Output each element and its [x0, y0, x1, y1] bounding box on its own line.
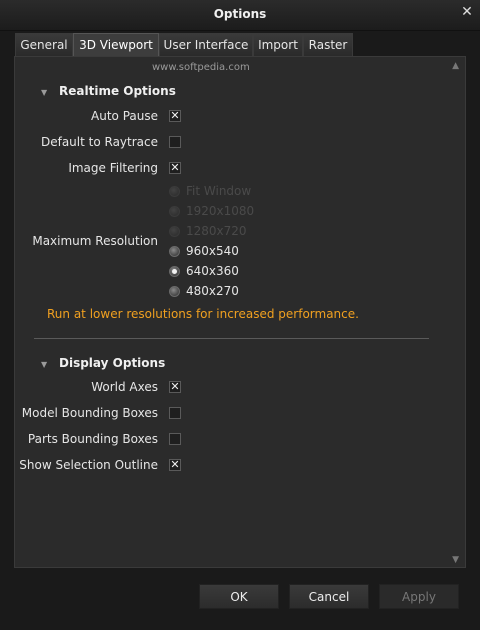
auto-pause-checkbox[interactable] — [169, 110, 181, 122]
radio-label-fit-window: Fit Window — [186, 184, 252, 198]
default-raytrace-checkbox[interactable] — [169, 136, 181, 148]
radio-480x270[interactable] — [169, 286, 180, 297]
model-bounding-checkbox[interactable] — [169, 407, 181, 419]
radio-fit-window — [169, 186, 180, 197]
tab-raster[interactable]: Raster — [303, 33, 353, 56]
window-title: Options — [213, 7, 267, 21]
scroll-up-icon[interactable]: ▲ — [452, 61, 459, 71]
collapse-caret-icon[interactable]: ▼ — [41, 88, 48, 97]
realtime-options-header[interactable]: Realtime Options — [59, 84, 176, 98]
title-bar — [0, 0, 480, 31]
close-icon[interactable]: ✕ — [461, 4, 473, 20]
display-options-header[interactable]: Display Options — [59, 356, 166, 370]
parts-bounding-label: Parts Bounding Boxes — [27, 432, 158, 446]
radio-label-1920x1080: 1920x1080 — [186, 204, 255, 218]
tab-user-interface[interactable]: User Interface — [159, 33, 253, 56]
apply-button[interactable]: Apply — [379, 584, 459, 609]
radio-1280x720 — [169, 226, 180, 237]
selection-outline-label: Show Selection Outline — [19, 458, 158, 472]
radio-1920x1080 — [169, 206, 180, 217]
auto-pause-label: Auto Pause — [91, 109, 158, 123]
cancel-button[interactable]: Cancel — [289, 584, 369, 609]
parts-bounding-checkbox[interactable] — [169, 433, 181, 445]
radio-label-640x360[interactable]: 640x360 — [186, 264, 239, 278]
model-bounding-label: Model Bounding Boxes — [21, 406, 158, 420]
performance-note: Run at lower resolutions for increased performance. — [47, 307, 359, 321]
radio-960x540[interactable] — [169, 246, 180, 257]
image-filtering-checkbox[interactable] — [169, 162, 181, 174]
ok-button[interactable]: OK — [199, 584, 279, 609]
section-divider — [34, 338, 429, 339]
tab-import[interactable]: Import — [253, 33, 303, 56]
scroll-down-icon[interactable]: ▼ — [452, 555, 459, 565]
default-raytrace-label: Default to Raytrace — [40, 135, 158, 149]
world-axes-label: World Axes — [91, 380, 158, 394]
radio-640x360[interactable] — [169, 266, 180, 277]
radio-label-480x270[interactable]: 480x270 — [186, 284, 239, 298]
tab-general[interactable]: General — [15, 33, 73, 56]
tab-3d-viewport[interactable]: 3D Viewport — [73, 33, 159, 56]
watermark-text: www.softpedia.com — [152, 62, 250, 73]
selection-outline-checkbox[interactable] — [169, 459, 181, 471]
radio-label-1280x720: 1280x720 — [186, 224, 247, 238]
image-filtering-label: Image Filtering — [68, 161, 158, 175]
collapse-caret-icon[interactable]: ▼ — [41, 360, 48, 369]
max-resolution-label: Maximum Resolution — [32, 234, 158, 248]
radio-label-960x540[interactable]: 960x540 — [186, 244, 239, 258]
world-axes-checkbox[interactable] — [169, 381, 181, 393]
